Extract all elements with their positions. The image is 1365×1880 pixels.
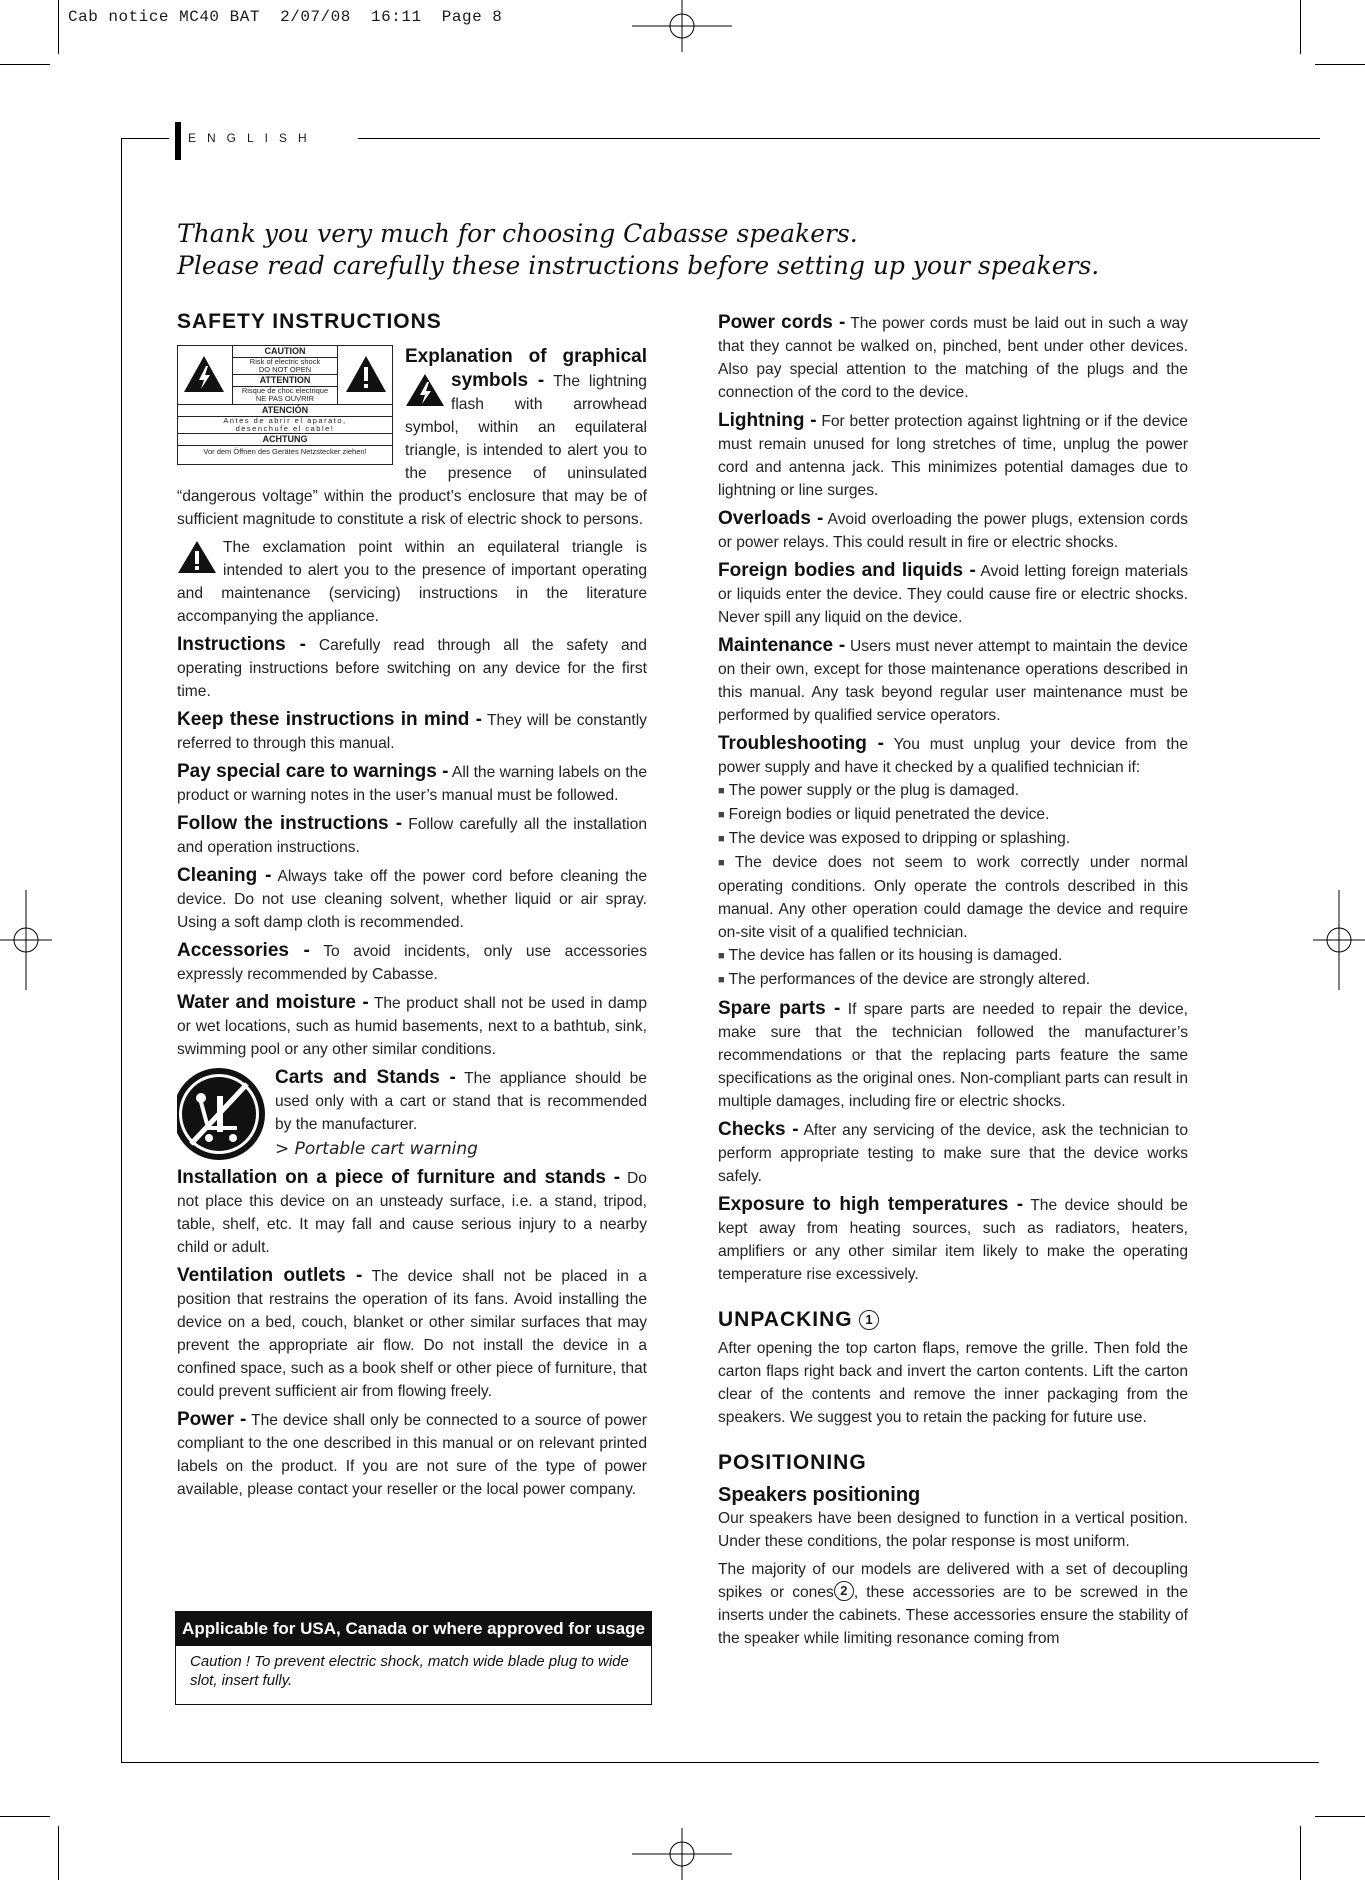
- registration-mark-icon: [632, 1828, 732, 1880]
- risk-text: Risk of electric shock: [249, 357, 321, 366]
- caution-text: CAUTION: [233, 346, 337, 358]
- positioning-text-2: [718, 1558, 1188, 1650]
- item-text: If spare parts are needed to repair the device, make sure that the technician followed the manufacturer’s recommendations or that the replacing parts feature the same specifications as the original ones. Non-compliant parts can result in multiple damages, including fire or electric shocks.: [718, 1001, 1188, 1110]
- language-bar: [175, 122, 181, 160]
- exclamation-triangle-icon: [177, 540, 217, 574]
- item-text: You must unplug your device from the power supply and have it checked by a qualified technician if:: [718, 736, 1188, 776]
- item-title: Accessories -: [177, 940, 310, 961]
- registration-mark-icon: [0, 890, 52, 990]
- exclamation-warning-icon: [344, 354, 388, 394]
- item-title: Installation on a piece of furniture and stands -: [177, 1167, 621, 1188]
- carts-text: The appliance should be used only with a cart or stand that is recommended by the manufacturer.: [275, 1070, 647, 1133]
- figure-number-badge: 1: [859, 1310, 879, 1330]
- unpacking-title: UNPACKING: [718, 1308, 853, 1331]
- frame-line: [121, 1762, 1319, 1763]
- item-title: Exposure to high temperatures -: [718, 1194, 1024, 1215]
- item-title: Overloads -: [718, 508, 824, 529]
- item-text: The device shall only be connected to a source of power compliant to the one described in this manual or on relevant printed labels on the product. If you are not sure of the type of power available, please contact your reseller or the local power company.: [177, 1412, 648, 1498]
- item-text: The product shall not be used in damp or wet locations, such as humid basements, next to a bathtub, sink, swimming pool or any other similar conditions.: [177, 995, 647, 1058]
- item-text: Do not place this device on an unsteady surface, i.e. a stand, tripod, table, shelf, etc. It may fall and cause serious injury to a nearby child or adult.: [177, 1170, 647, 1256]
- unpacking-heading: [718, 1308, 1188, 1331]
- frame-line: [358, 138, 1320, 139]
- cart-warning-icon: [177, 1066, 267, 1162]
- intro-line-1: Thank you very much for choosing Cabasse speakers.: [177, 219, 858, 248]
- file-info-header: Cab notice MC40 BAT 2/07/08 16:11 Page 8: [68, 8, 503, 26]
- item-text: Users must never attempt to maintain the device on their own, except for those maintenance operations described in this manual. Any task beyond regular user maintenance must be performed by qualified service operators.: [718, 638, 1188, 724]
- item-text: All the warning labels on the product or warning notes in the user’s manual must be followed.: [177, 764, 648, 804]
- left-column: [177, 310, 647, 1506]
- achtung-text: ACHTUNG: [178, 434, 392, 446]
- vor-text: Vor dem Öffnen des Gerätes Netzstecker ziehen!: [203, 447, 367, 456]
- risque-text: Risque de choc electrique: [241, 386, 329, 395]
- antes-text-1: Antes de abrir el aparato,: [223, 416, 347, 425]
- item-title: Maintenance -: [718, 635, 846, 656]
- item-text: After any servicing of the device, ask the technician to perform appropriate testing to make sure that the device works safely.: [718, 1122, 1188, 1185]
- troubleshooting-bullet: ■ Foreign bodies or liquid penetrated the device.: [718, 803, 1188, 827]
- item-text: To avoid incidents, only use accessories expressly recommended by Cabasse.: [177, 943, 647, 983]
- speakers-positioning-subheading: Speakers positioning: [718, 1484, 921, 1506]
- intro-text: [177, 218, 1099, 282]
- crop-mark: [1300, 0, 1301, 54]
- positioning-heading: POSITIONING: [718, 1451, 867, 1474]
- item-title: Instructions -: [177, 634, 306, 655]
- frame-line: [121, 138, 169, 139]
- crop-mark: [1300, 1826, 1301, 1880]
- item-text: The device should be kept away from heating sources, such as radiators, heaters, amplifiers or any other similar item likely to make the operating temperature rise excessively.: [718, 1197, 1188, 1283]
- do-not-open-text: DO NOT OPEN: [233, 366, 337, 375]
- item-title: Cleaning -: [177, 865, 272, 886]
- atencion-text: ATENCIÓN: [178, 405, 392, 417]
- item-text: The power cords must be laid out in such a way that they cannot be walked on, pinched, bent under other devices. Also pay special attention to the matching of the plugs and the connection of the cord to the device.: [718, 315, 1188, 401]
- item-title: Water and moisture -: [177, 992, 369, 1013]
- crop-mark: [58, 0, 59, 54]
- crop-mark: [0, 1816, 50, 1817]
- item-title: Power cords -: [718, 312, 846, 333]
- item-text: Follow carefully all the installation and operation instructions.: [177, 816, 647, 856]
- lightning-triangle-icon: [405, 373, 445, 407]
- item-text: For better protection against lightning or if the device must remain unused for long stretches of time, unplug the power cord and antenna jack. This minimizes potential damages due to lightning or line surges.: [718, 413, 1188, 499]
- crop-mark: [1315, 64, 1365, 65]
- carts-warning: > Portable cart warning: [275, 1139, 478, 1159]
- registration-mark-icon: [1313, 890, 1365, 990]
- item-text: Carefully read through all the safety and operating instructions before switching on any device for the first time.: [177, 637, 647, 700]
- item-title: Checks -: [718, 1119, 799, 1140]
- item-text: They will be constantly referred to through this manual.: [177, 712, 647, 752]
- figure-number-badge: 2: [834, 1581, 854, 1601]
- item-title: Pay special care to warnings -: [177, 761, 449, 782]
- usa-caution-title: Applicable for USA, Canada or where approved for usage: [176, 1612, 651, 1646]
- troubleshooting-bullet: ■ The device does not seem to work correctly under normal operating conditions. Only operate the controls described in this manual. Any other operation could damage the device and require on-site visit of a qualified technician.: [718, 851, 1188, 944]
- frame-line: [121, 138, 122, 1763]
- item-title: Foreign bodies and liquids -: [718, 560, 976, 581]
- lightning-warning-icon: [182, 354, 226, 394]
- graphical-symbols-title: Explanation of graphical symbols -: [405, 346, 647, 391]
- registration-mark-icon: [632, 0, 732, 52]
- item-title: Keep these instructions in mind -: [177, 709, 482, 730]
- item-title: Spare parts -: [718, 998, 841, 1019]
- crop-mark: [1315, 1816, 1365, 1817]
- exclamation-text: The exclamation point within an equilateral triangle is intended to alert you to the presence of important operating and maintenance (servicing) instructions in the literature accompanying the appliance.: [177, 539, 647, 625]
- item-title: Power -: [177, 1409, 247, 1430]
- troubleshooting-bullet: ■ The power supply or the plug is damaged.: [718, 779, 1188, 803]
- language-label: ENGLISH: [188, 131, 318, 145]
- troubleshooting-bullet: ■ The device was exposed to dripping or splashing.: [718, 827, 1188, 851]
- item-title: Ventilation outlets -: [177, 1265, 363, 1286]
- carts-block: [177, 1066, 647, 1162]
- ne-pas-text: NE PAS OUVRIR: [255, 394, 315, 403]
- crop-mark: [0, 64, 50, 65]
- graphical-symbols-text: The lightning flash with arrowhead symbol, within an equilateral triangle, is intended to alert you to the presence of uninsulated “dangerous voltage” within the product’s enclosure that may be of sufficient magnitude to constitute a risk of electric shock to persons.: [177, 373, 647, 528]
- usa-caution-text: Caution ! To prevent electric shock, match wide blade plug to wide slot, insert fully.: [190, 1653, 629, 1689]
- item-text: The device shall not be placed in a position that restrains the operation of its fans. Avoid installing the device on a bed, couch, blanket or other similar surfaces that may prevent the appropriate air flow. Do not install the device in a confined space, such as a book shelf or other piece of furniture, that could prevent sufficient air from flowing freely.: [177, 1268, 647, 1400]
- carts-title: Carts and Stands -: [275, 1067, 456, 1088]
- positioning-text-1: Our speakers have been designed to function in a vertical position. Under these conditions, the polar response is most uniform.: [718, 1510, 1188, 1550]
- troubleshooting-bullet: ■ The device has fallen or its housing is damaged.: [718, 944, 1188, 968]
- antes-text-2: desenchufe el cable!: [178, 425, 392, 434]
- item-text: Always take off the power cord before cleaning the device. Do not use cleaning solvent, whether liquid or air spray. Using a soft damp cloth is recommended.: [177, 868, 647, 931]
- item-text: Avoid letting foreign materials or liquids enter the device. They could cause fire or electric shocks. Never spill any liquid on the device.: [718, 563, 1188, 626]
- positioning-text-2b: , these accessories are to be screwed in the inserts under the cabinets. These accessories ensure the stability of the speaker while limiting resonance coming from: [718, 1584, 1188, 1647]
- intro-line-2: Please read carefully these instructions before setting up your speakers.: [177, 251, 1100, 280]
- usa-caution-box: [175, 1611, 652, 1705]
- safety-heading: SAFETY INSTRUCTIONS: [177, 310, 442, 333]
- troubleshooting-bullet: ■ The performances of the device are strongly altered.: [718, 968, 1188, 992]
- item-title: Troubleshooting -: [718, 733, 884, 754]
- item-title: Lightning -: [718, 410, 817, 431]
- positioning-text-2a: The majority of our models are delivered with a set of decoupling spikes or cones: [718, 1561, 1188, 1601]
- item-title: Follow the instructions -: [177, 813, 403, 834]
- caution-label: [177, 345, 393, 465]
- attention-text: ATTENTION: [233, 375, 337, 387]
- crop-mark: [58, 1826, 59, 1880]
- unpacking-text: After opening the top carton flaps, remove the grille. Then fold the carton flaps right back and invert the carton contents. Lift the carton clear of the contents and remove the inner packaging from the speakers. We suggest you to retain the packing for future use.: [718, 1340, 1188, 1426]
- right-column: [718, 311, 1188, 1655]
- item-text: Avoid overloading the power plugs, extension cords or power relays. This could result in fire or electric shocks.: [718, 511, 1188, 551]
